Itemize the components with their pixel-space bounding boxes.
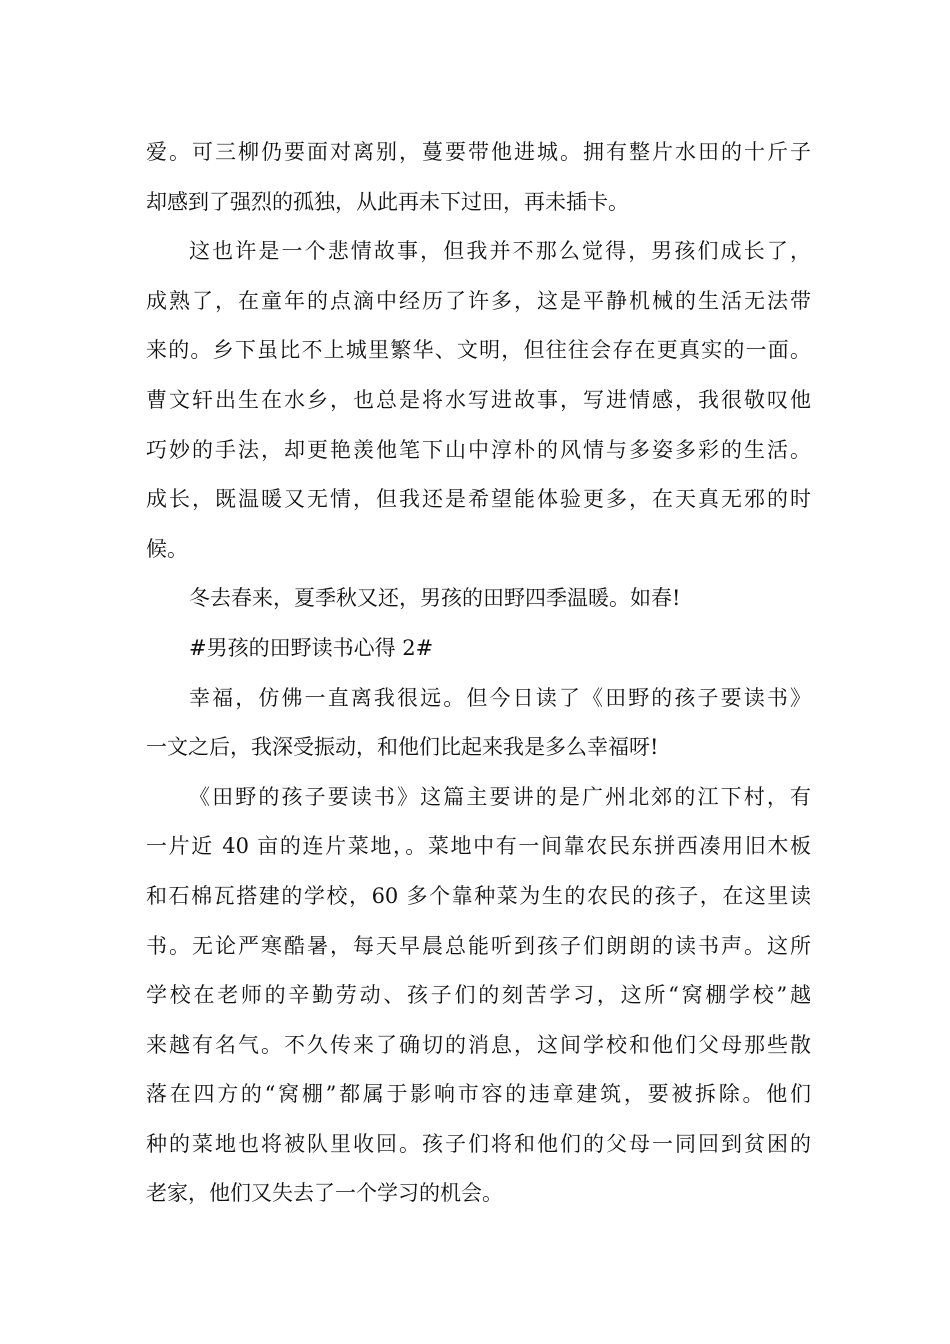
text-line: 候。	[146, 536, 188, 561]
text-line: 来越有名气。不久传来了确切的消息，这间学校和他们父母那些散	[146, 1032, 811, 1057]
text-line: 来的。乡下虽比不上城里繁华、文明，但往往会存在更真实的一面。	[146, 338, 811, 363]
text-line: 成熟了，在童年的点滴中经历了许多，这是平静机械的生活无法带	[146, 288, 811, 313]
text-line: 和石棉瓦搭建的学校，60 多个靠种菜为生的农民的孩子，在这里读	[146, 883, 811, 908]
text-line: 落在四方的“窝棚”都属于影响市容的违章建筑，要被拆除。他们	[146, 1082, 811, 1107]
text-line: 却感到了强烈的孤独，从此再未下过田，再未插卡。	[146, 189, 629, 214]
paragraph-first-line: 《田野的孩子要读书》这篇主要讲的是广州北郊的江下村，有	[189, 784, 811, 809]
paragraph-first-line: 冬去春来，夏季秋又还，男孩的田野四季温暖。如春!	[189, 586, 681, 611]
paragraph-first-line: 这也许是一个悲情故事，但我并不那么觉得，男孩们成长了，	[189, 239, 811, 264]
text-line: 成长，既温暖又无情，但我还是希望能体验更多，在天真无邪的时	[146, 487, 811, 512]
text-line: 一片近 40 亩的连片菜地，。菜地中有一间靠农民东拼西凑用旧木板	[146, 834, 811, 859]
text-line: 书。无论严寒酷暑，每天早晨总能听到孩子们朗朗的读书声。这所	[146, 933, 811, 958]
section-heading: #男孩的田野读书心得 2#	[189, 635, 434, 660]
text-line: 老家，他们又失去了一个学习的机会。	[146, 1181, 503, 1206]
text-line: 曹文轩出生在水乡，也总是将水写进故事，写进情感，我很敬叹他	[146, 387, 811, 412]
text-line: 爱。可三柳仍要面对离别，蔓要带他进城。拥有整片水田的十斤子	[146, 140, 811, 164]
paragraph-first-line: 幸福，仿佛一直离我很远。但今日读了《田野的孩子要读书》	[189, 685, 811, 710]
text-line: 种的菜地也将被队里收回。孩子们将和他们的父母一同回到贫困的	[146, 1131, 811, 1156]
body-text	[146, 128, 811, 1219]
text-line: 巧妙的手法，却更艳羡他笔下山中淳朴的风情与多姿多彩的生活。	[146, 437, 811, 462]
text-line: 学校在老师的辛勤劳动、孩子们的刻苦学习，这所“窝棚学校”越	[146, 983, 811, 1008]
text-line: 一文之后，我深受振动，和他们比起来我是多么幸福呀!	[146, 735, 659, 760]
